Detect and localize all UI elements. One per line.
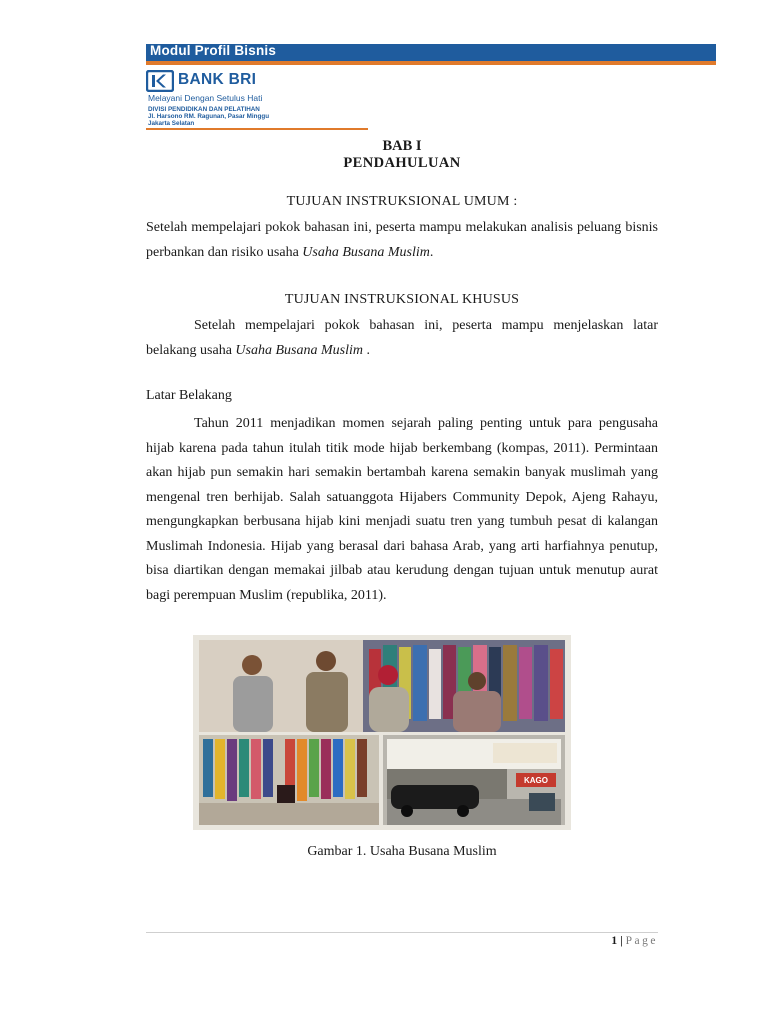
tik-text: Setelah mempelajari pokok bahasan ini, peserta mampu menjelaskan latar belakang usaha: [146, 318, 658, 358]
figure-caption: Gambar 1. Usaha Busana Muslim: [307, 844, 497, 859]
tik-paragraph: [146, 314, 658, 363]
page-number-value: 1: [611, 935, 618, 947]
photo-collage: [193, 635, 571, 830]
tik-end: .: [362, 342, 370, 358]
business-photo: [193, 635, 571, 830]
division-line: DIVISI PENDIDIKAN DAN PELATIHAN: [148, 106, 260, 113]
tik-emphasis: Usaha Busana Muslim: [235, 342, 363, 358]
division-line: Jakarta Selatan: [148, 120, 195, 127]
division-address: [148, 106, 269, 127]
store-sign: KAGO: [524, 776, 548, 785]
page-label: Page: [625, 935, 658, 947]
division-line: Jl. Harsono RM. Ragunan, Pasar Minggu: [148, 113, 270, 120]
bank-bri-logo-icon: [146, 70, 174, 92]
tiu-emphasis: Usaha Busana Muslim: [302, 244, 430, 260]
tiu-heading: TUJUAN INSTRUKSIONAL UMUM :: [286, 194, 518, 209]
header-divider: [146, 128, 368, 130]
page-number: [560, 935, 658, 947]
tiu-paragraph: [146, 216, 658, 265]
footer-divider: [146, 932, 658, 933]
bank-tagline: Melayani Dengan Setulus Hati: [148, 93, 263, 103]
tiu-end: .: [429, 244, 434, 260]
module-title: Modul Profil Bisnis: [150, 43, 277, 58]
tik-heading: TUJUAN INSTRUKSIONAL KHUSUS: [284, 292, 520, 307]
background-paragraph: Tahun 2011 menjadikan momen sejarah paling penting untuk para pengusaha hijab karena pada tahun itulah titik mode hijab berkembang (kompas, 2011). Permintaan akan hijab pun semakin hari semakin bertambah karena semakin banyak muslimah yang mengenal tren berhijab. Salah satuanggota Hijabers Community Depok, Ajeng Rahayu, mengungkapkan berbusana hijab kini menjadi suatu tren yang tumbuh pesat di kalangan Muslimah Indonesia. Hijab yang berasal dari bahasa Arab, yang arti harfiahnya penutup, bisa diartikan dengan memakai jilbab atau kerudung dengan tujuan untuk menutup aurat bagi perempuan Muslim (republika, 2011).: [146, 416, 658, 603]
page-separator: |: [620, 935, 623, 947]
background-heading: Latar Belakang: [146, 388, 232, 403]
chapter-title: PENDAHULUAN: [343, 155, 461, 171]
tiu-text: Setelah mempelajari pokok bahasan ini, peserta mampu melakukan analisis peluang bisnis perbankan dan risiko usaha: [146, 220, 658, 260]
chapter-number: BAB I: [382, 138, 422, 154]
bank-name: BANK BRI: [178, 71, 257, 88]
